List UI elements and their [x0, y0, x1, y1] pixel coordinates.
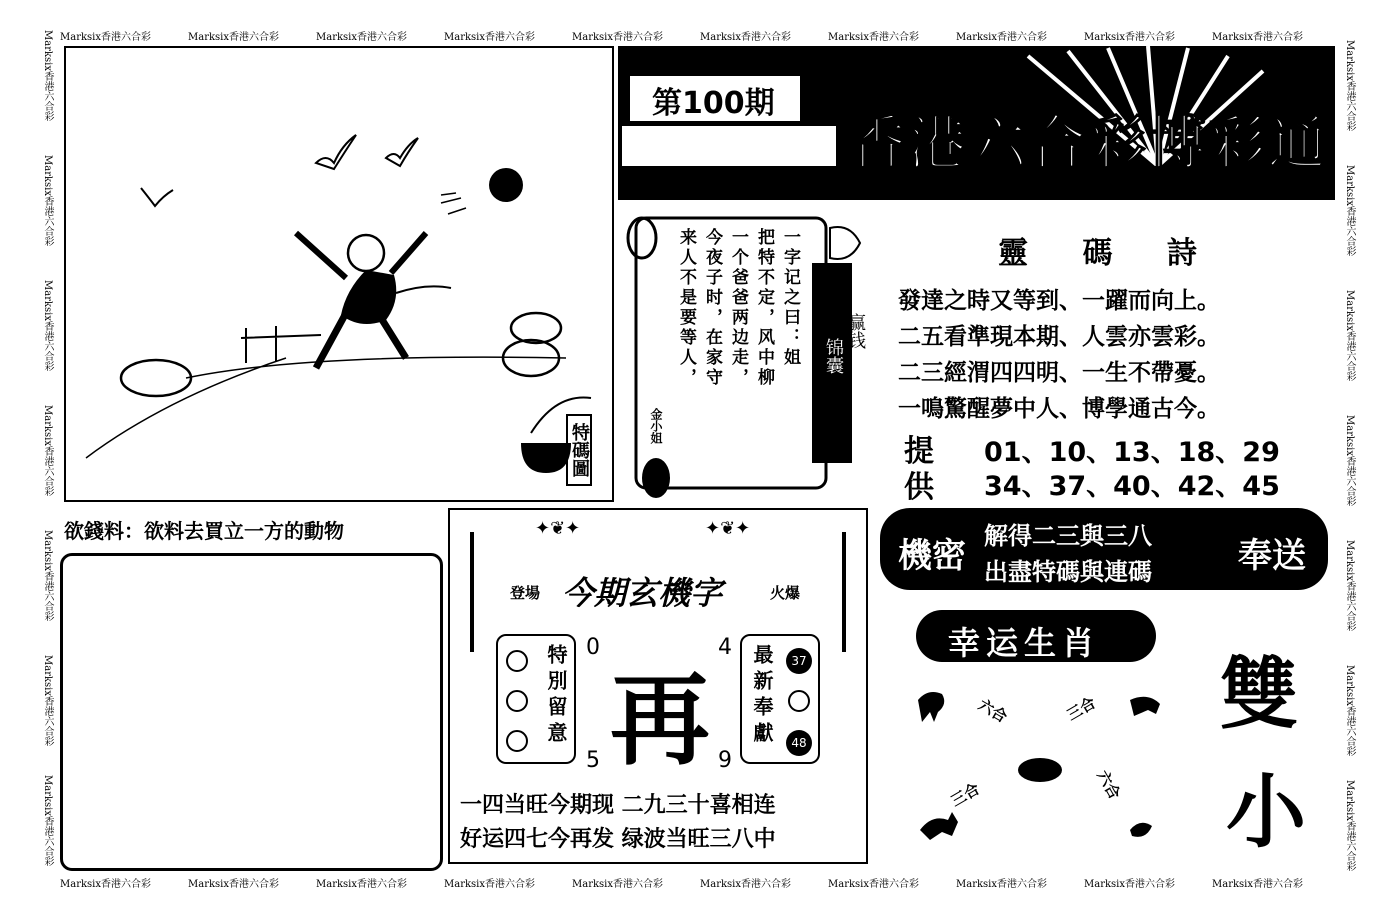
ornament-left: ✦❦✦: [535, 518, 581, 539]
zodiac-tag: 六合: [1093, 767, 1124, 803]
lingma-line: 二五看準現本期、人雲亦雲彩。: [898, 323, 1220, 350]
riddle-text: 欲料去買立一方的動物: [144, 519, 344, 543]
pig-icon: [1018, 758, 1062, 782]
poem-signature: 金小姐: [649, 408, 663, 444]
latest-offer-box: [740, 634, 820, 764]
special-chart-stamp: 特碼圖: [566, 414, 592, 486]
num-top-right: 4: [718, 635, 732, 660]
ornament-right: ✦❦✦: [705, 518, 751, 539]
watermark: Marksix香港六合彩: [1344, 540, 1355, 632]
ball-icon: [506, 650, 528, 672]
bag-label: 锦囊: [823, 338, 844, 374]
watermark: Marksix香港六合彩: [42, 405, 53, 497]
watermark: Marksix香港六合彩: [956, 32, 1048, 43]
watermark: Marksix香港六合彩: [1344, 780, 1355, 872]
lingma-line: 一鳴驚醒夢中人、博學通古今。: [898, 395, 1220, 422]
rabbit-icon: [1130, 697, 1160, 716]
shuang-char: 雙: [1220, 650, 1299, 740]
numbers-row: 01、10、13、18、29: [984, 437, 1280, 468]
watermark: Marksix香港六合彩: [42, 155, 53, 247]
poem-line: 来人不是要等人，: [676, 228, 696, 388]
title-char: 詩: [1166, 236, 1197, 271]
ball-icon: [788, 690, 810, 712]
issue-number: 第100期: [652, 86, 775, 121]
numbers-row: 34、37、40、42、45: [984, 471, 1280, 502]
title-char: 碼: [1082, 236, 1113, 271]
answer-box: [60, 553, 443, 871]
provide-label: 供: [904, 470, 934, 505]
scroll-panel: [620, 208, 870, 504]
secret-line: 解得二三與三八: [984, 521, 1152, 550]
watermark: Marksix香港六合彩: [1344, 165, 1355, 257]
zodiac-tag: 三合: [1063, 693, 1099, 725]
xuanji-title: 今期玄機字: [562, 574, 723, 612]
watermark: Marksix香港六合彩: [42, 655, 53, 747]
watermark: Marksix香港六合彩: [42, 775, 53, 867]
watermark: Marksix香港六合彩: [60, 879, 152, 890]
watermark-left-col: [40, 30, 54, 880]
watermark-top-row: [60, 28, 1330, 42]
secret-line: 出盡特碼與連碼: [984, 557, 1152, 586]
latest-offer-label: 最新奉獻: [750, 644, 774, 748]
riddle-row: [64, 515, 344, 544]
lingma-line: 發達之時又等到、一躍而向上。: [898, 287, 1220, 314]
watermark: Marksix香港六合彩: [700, 879, 792, 890]
zodiac-tag: 六合: [975, 695, 1011, 727]
watermark: Marksix香港六合彩: [1084, 879, 1176, 890]
watermark: Marksix香港六合彩: [60, 32, 152, 43]
lucky-zodiac-title: 幸运生肖: [948, 624, 1101, 662]
watermark: Marksix香港六合彩: [316, 32, 408, 43]
watermark: Marksix香港六合彩: [42, 280, 53, 372]
tiger-icon: [918, 692, 944, 722]
xuanji-panel: [448, 508, 868, 864]
xiao-char: 小: [1226, 766, 1306, 859]
poem-line: 把特不定，风中柳: [754, 228, 774, 388]
special-attention-label: 特別留意: [544, 644, 568, 748]
ball-icon: [506, 690, 528, 712]
num-top-left: 0: [586, 635, 600, 660]
lingma-line: 二三經渭四四明、一生不帶憂。: [898, 359, 1220, 386]
watermark: Marksix香港六合彩: [572, 879, 664, 890]
watermark-right-col: [1342, 40, 1356, 880]
watermark: Marksix香港六合彩: [828, 32, 920, 43]
illustration-panel: [64, 46, 614, 502]
poem-line: 今夜子时，在家守: [702, 228, 722, 388]
right-tag: 火爆: [770, 584, 801, 602]
lucky-zodiac-badge: [916, 610, 1156, 662]
watermark: Marksix香港六合彩: [444, 32, 536, 43]
watermark-bottom-row: [60, 875, 1330, 889]
poem-line: 一字记之曰：姐: [780, 228, 800, 368]
watermark: Marksix香港六合彩: [444, 879, 536, 890]
header-banner: [618, 46, 1335, 200]
provide-label: 提: [904, 434, 934, 469]
ball-icon: 37: [786, 648, 812, 674]
watermark: Marksix香港六合彩: [42, 530, 53, 622]
win-money-label: 赢钱: [845, 313, 866, 349]
xuanji-poem-line: 一四当旺今期现 二九三十喜相连: [460, 793, 776, 818]
left-tag: 登場: [510, 584, 541, 602]
mystery-char: 再: [610, 661, 710, 779]
page-title: 香港六合彩博彩通: [848, 109, 1329, 177]
xuanji-poem-line: 好运四七今再发 绿波当旺三八中: [460, 827, 776, 852]
num-bottom-right: 9: [718, 748, 732, 773]
watermark: Marksix香港六合彩: [1212, 879, 1304, 890]
watermark: Marksix香港六合彩: [1212, 32, 1304, 43]
secret-gift-banner: [880, 508, 1328, 590]
gift-label: 奉送: [1238, 536, 1306, 576]
watermark: Marksix香港六合彩: [700, 32, 792, 43]
watermark: Marksix香港六合彩: [1344, 415, 1355, 507]
goat-icon: [920, 812, 958, 840]
title-char: 靈: [998, 236, 1028, 271]
blank-white-box: [622, 126, 836, 166]
frame-left: [470, 532, 474, 652]
ball-icon: [506, 730, 528, 752]
riddle-label: 欲錢料：: [64, 519, 144, 543]
watermark: Marksix香港六合彩: [316, 879, 408, 890]
watermark: Marksix香港六合彩: [1344, 290, 1355, 382]
boy-kite-illustration: [66, 48, 612, 500]
frame-right: [842, 532, 846, 652]
poem-line: 一个爸爸两边走，: [728, 228, 748, 388]
num-bottom-left: 5: [586, 748, 600, 773]
zodiac-animals: [910, 680, 1170, 850]
watermark: Marksix香港六合彩: [188, 879, 280, 890]
watermark: Marksix香港六合彩: [42, 30, 53, 122]
zodiac-tag: 三合: [947, 779, 983, 811]
watermark: Marksix香港六合彩: [1344, 40, 1355, 132]
special-attention-box: [496, 634, 576, 764]
secret-label: 機密: [898, 536, 966, 576]
watermark: Marksix香港六合彩: [572, 32, 664, 43]
watermark: Marksix香港六合彩: [1084, 32, 1176, 43]
watermark: Marksix香港六合彩: [956, 879, 1048, 890]
lingma-title: [998, 228, 1197, 272]
watermark: Marksix香港六合彩: [828, 879, 920, 890]
ball-icon: 48: [786, 730, 812, 756]
watermark: Marksix香港六合彩: [188, 32, 280, 43]
watermark: Marksix香港六合彩: [1344, 665, 1355, 757]
snake-icon: [1130, 823, 1152, 837]
